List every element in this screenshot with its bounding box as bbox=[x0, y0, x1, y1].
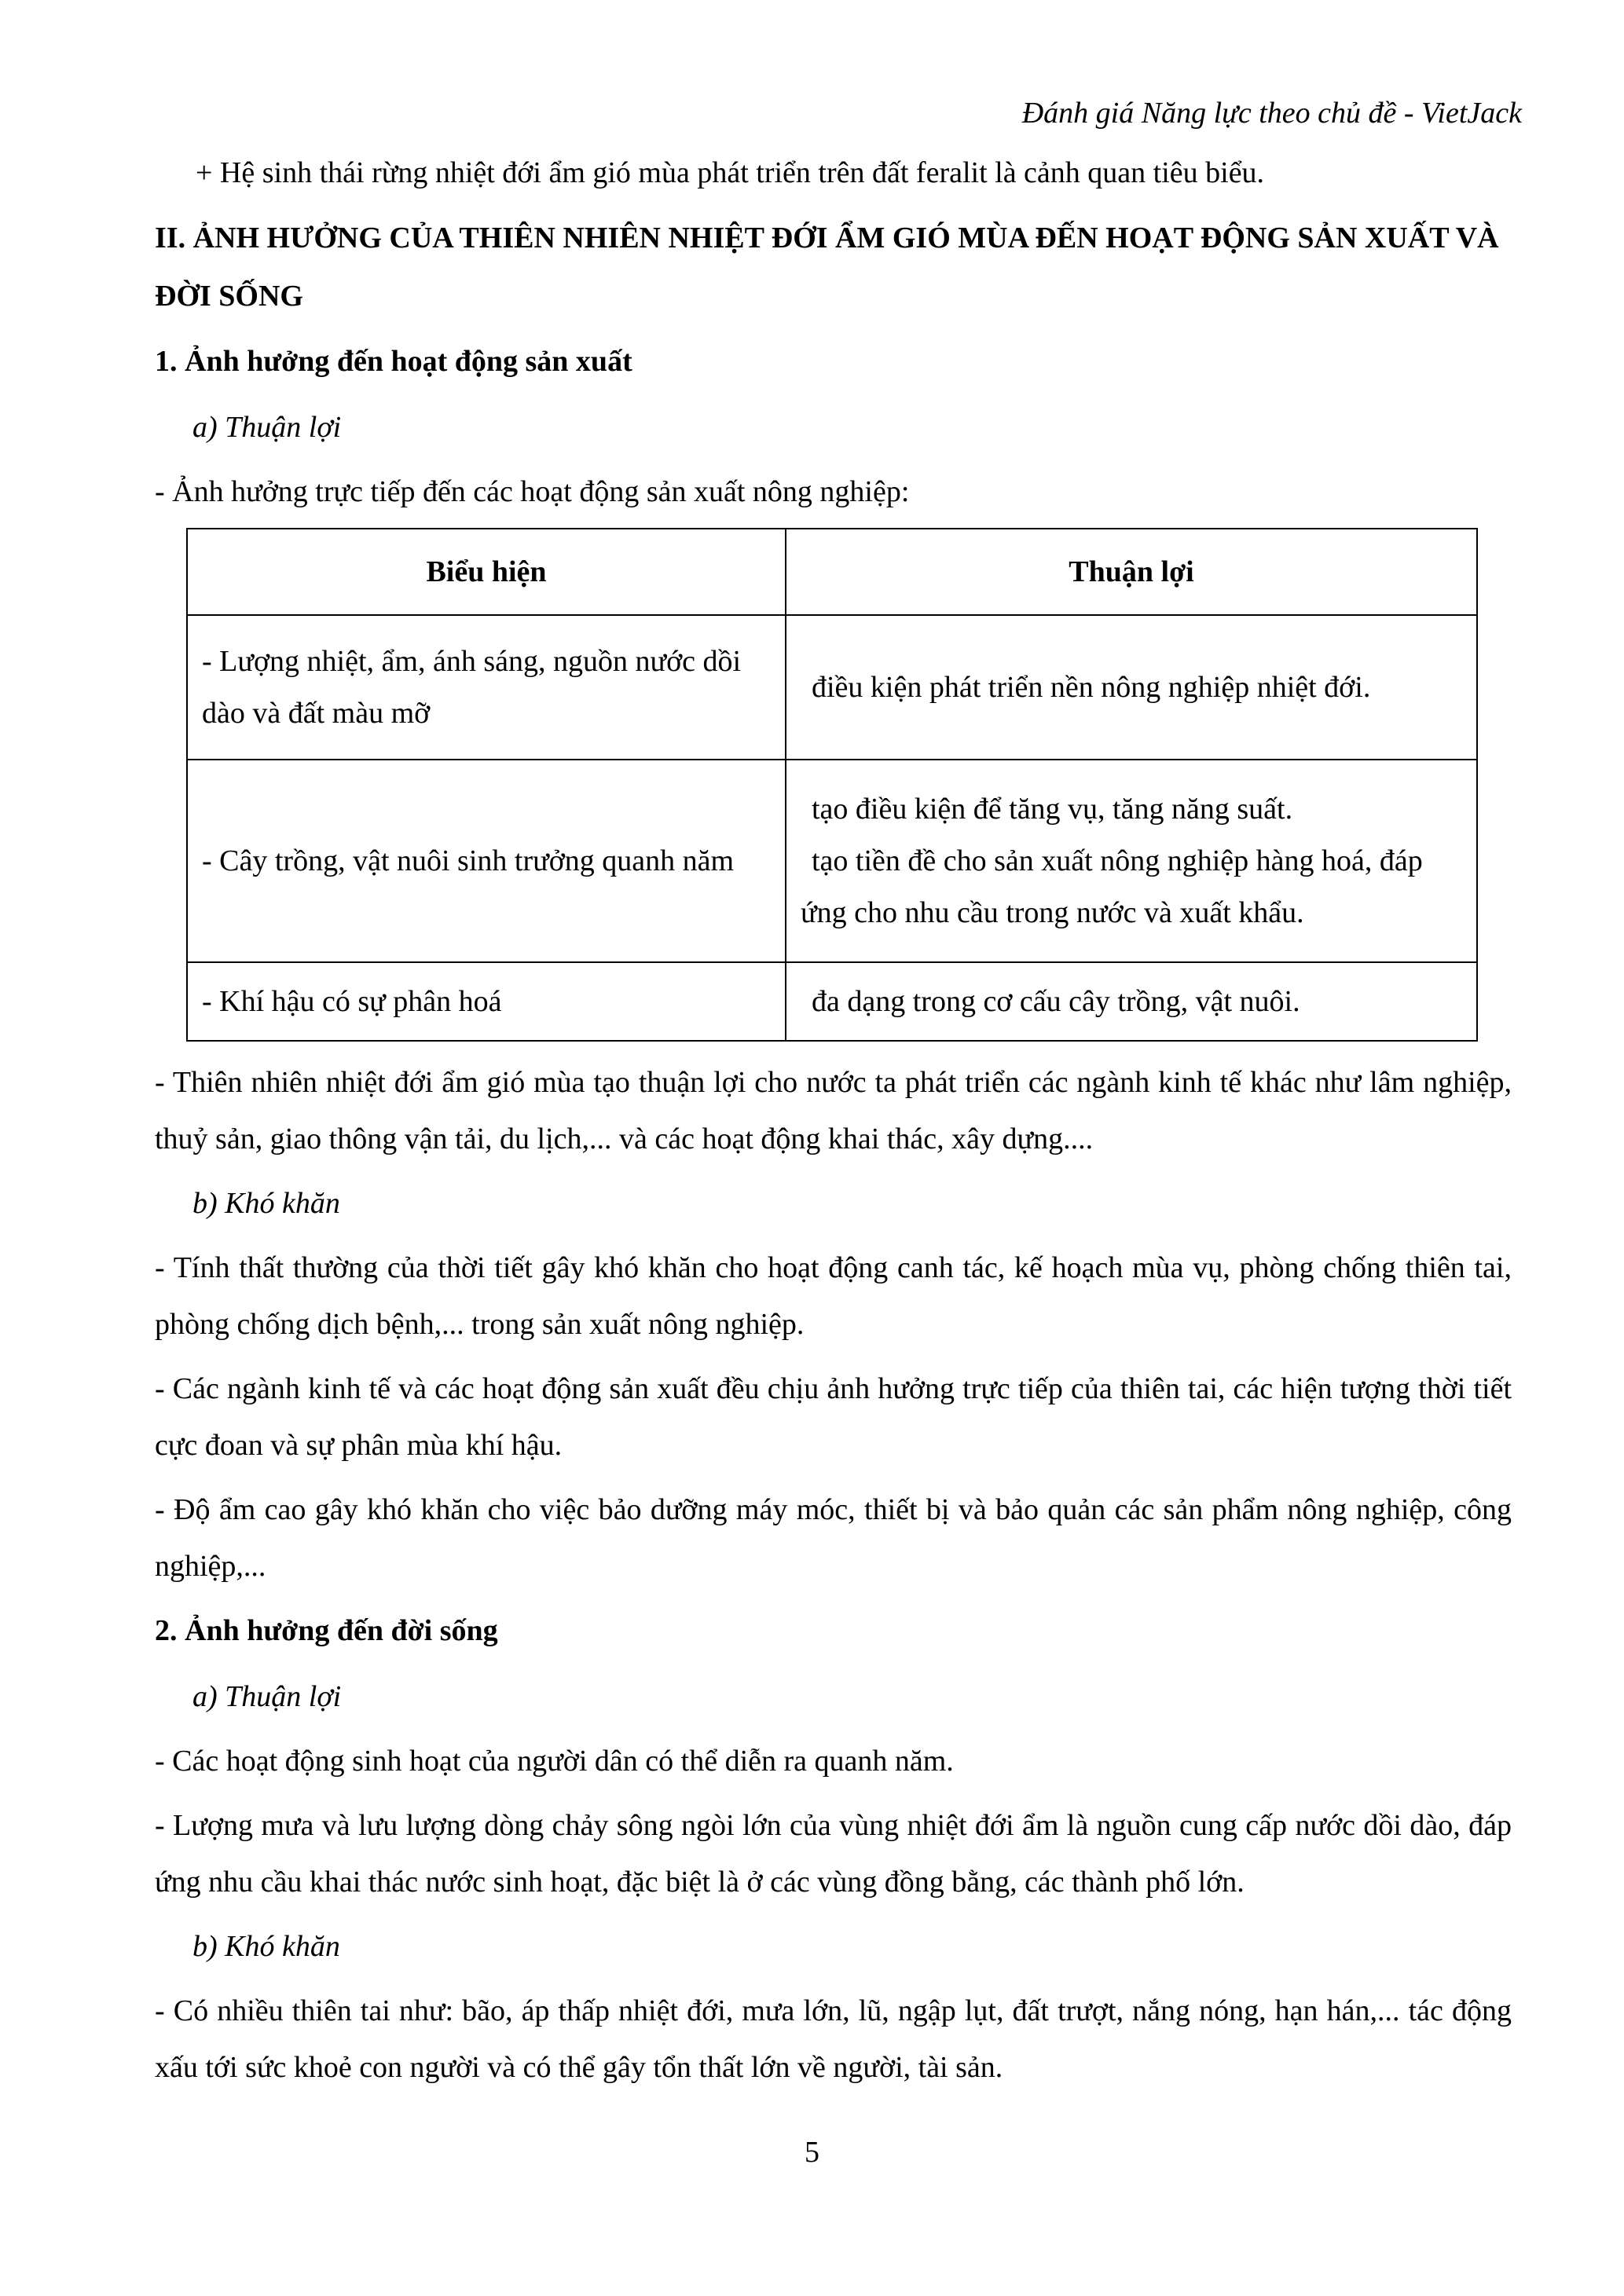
table-header-row bbox=[187, 529, 1477, 615]
document-body bbox=[155, 145, 1512, 2104]
part2-title: 2. Ảnh hưởng đến đời sống bbox=[155, 1614, 498, 1647]
table-header-cell: Biểu hiện bbox=[187, 529, 786, 615]
part1-difficulties-label: b) Khó khăn bbox=[192, 1187, 340, 1220]
table-header-cell: Thuận lợi bbox=[786, 529, 1477, 615]
table-cell-right bbox=[786, 760, 1477, 962]
table-row bbox=[187, 962, 1477, 1041]
table-cell-left: - Lượng nhiệt, ẩm, ánh sáng, nguồn nước dồi dào và đất màu mỡ bbox=[187, 615, 786, 760]
cell-line: tạo điều kiện để tăng vụ, tăng năng suất. bbox=[812, 793, 1293, 826]
intro-bullet: + Hệ sinh thái rừng nhiệt đới ẩm gió mùa phát triển trên đất feralit là cảnh quan tiêu biểu. bbox=[196, 156, 1265, 189]
advantages-table bbox=[186, 528, 1478, 1042]
table-cell-right bbox=[786, 615, 1477, 760]
cell-line: điều kiện phát triển nền nông nghiệp nhiệt đới. bbox=[812, 671, 1371, 704]
part2-difficulties-label: b) Khó khăn bbox=[192, 1930, 340, 1963]
part1-advantages-label: a) Thuận lợi bbox=[192, 411, 342, 444]
table-row bbox=[187, 760, 1477, 962]
list-item: - Tính thất thường của thời tiết gây khó khăn cho hoạt động canh tác, kế hoạch mùa vụ, phòng chống thiên tai, phòng chống dịch bệnh,... trong sản xuất nông nghiệp. bbox=[155, 1251, 1512, 1341]
list-item: - Lượng mưa và lưu lượng dòng chảy sông ngòi lớn của vùng nhiệt đới ẩm là nguồn cung cấp nước dồi dào, đáp ứng nhu cầu khai thác nước sinh hoạt, đặc biệt là ở các vùng đồng bằng, các thành phố lớn. bbox=[155, 1809, 1512, 1899]
part1-lead: - Ảnh hưởng trực tiếp đến các hoạt động sản xuất nông nghiệp: bbox=[155, 475, 910, 508]
cell-line: tạo tiền đề cho sản xuất nông nghiệp hàng hoá, đáp ứng cho nhu cầu trong nước và xuất khẩu. bbox=[801, 844, 1423, 929]
list-item: - Các hoạt động sinh hoạt của người dân có thể diễn ra quanh năm. bbox=[155, 1745, 954, 1778]
part1-title: 1. Ảnh hưởng đến hoạt động sản xuất bbox=[155, 345, 632, 378]
table-cell-right bbox=[786, 962, 1477, 1041]
part2-advantages-label: a) Thuận lợi bbox=[192, 1680, 342, 1713]
running-header: Đánh giá Năng lực theo chủ đề - VietJack bbox=[1021, 97, 1522, 130]
list-item: - Các ngành kinh tế và các hoạt động sản xuất đều chịu ảnh hưởng trực tiếp của thiên tai, các hiện tượng thời tiết cực đoan và sự phân mùa khí hậu. bbox=[155, 1372, 1512, 1462]
cell-line: đa dạng trong cơ cấu cây trồng, vật nuôi. bbox=[812, 985, 1300, 1018]
table-cell-left: - Cây trồng, vật nuôi sinh trưởng quanh năm bbox=[187, 760, 786, 962]
list-item: - Có nhiều thiên tai như: bão, áp thấp nhiệt đới, mưa lớn, lũ, ngập lụt, đất trượt, nắng nóng, hạn hán,... tác động xấu tới sức khoẻ con người và có thể gây tổn thất lớn về người, tài sản. bbox=[155, 1994, 1512, 2084]
page-number: 5 bbox=[805, 2136, 819, 2169]
table-cell-left: - Khí hậu có sự phân hoá bbox=[187, 962, 786, 1041]
after-table-paragraph: - Thiên nhiên nhiệt đới ẩm gió mùa tạo thuận lợi cho nước ta phát triển các ngành kinh tế khác như lâm nghiệp, thuỷ sản, giao thông vận tải, du lịch,... và các hoạt động khai thác, xây dựng.... bbox=[155, 1066, 1512, 1155]
list-item: - Độ ẩm cao gây khó khăn cho việc bảo dưỡng máy móc, thiết bị và bảo quản các sản phẩm nông nghiệp, công nghiệp,... bbox=[155, 1493, 1512, 1583]
section-title: II. ẢNH HƯỞNG CỦA THIÊN NHIÊN NHIỆT ĐỚI ẨM GIÓ MÙA ĐẾN HOẠT ĐỘNG SẢN XUẤT VÀ ĐỜI SỐNG bbox=[155, 222, 1499, 313]
table-row bbox=[187, 615, 1477, 760]
